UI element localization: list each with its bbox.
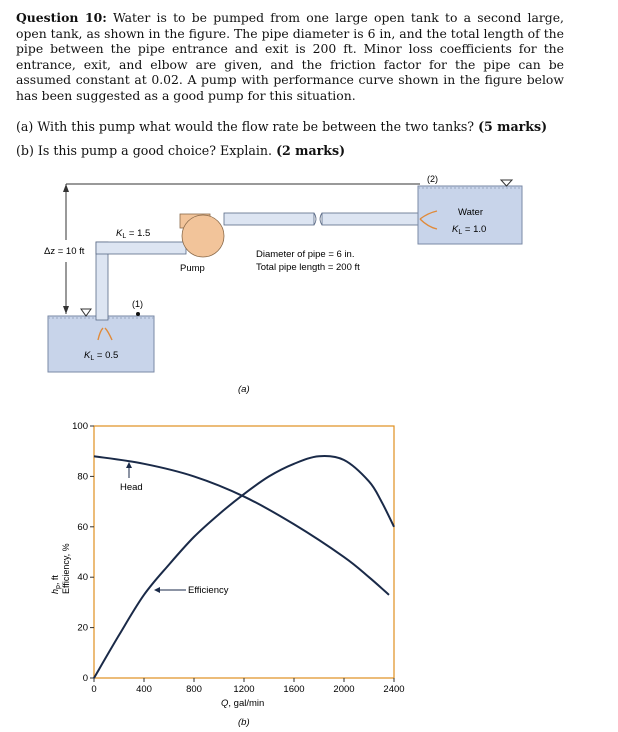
point-1-dot [136, 312, 140, 316]
dz-label: Δz = 10 ft [44, 246, 85, 257]
pump [182, 215, 224, 257]
entrance-kl-label: $K_L = 0.5$ [84, 350, 119, 362]
x-tick-label: 400 [136, 684, 152, 695]
question-text [16, 10, 564, 104]
x-tick-label: 0 [91, 684, 97, 695]
elbow-pipe [96, 242, 186, 254]
head-curve [94, 456, 389, 595]
part-a-marks: (5 marks) [478, 119, 548, 134]
x-tick-label: 1200 [233, 684, 255, 695]
dz-arrow-down [63, 306, 69, 314]
part-a-text: (a) With this pump what would the flow rate be between the two tanks? [16, 119, 475, 134]
part-b-marks: (2 marks) [276, 143, 346, 158]
x-tick-label: 800 [186, 684, 202, 695]
y-label-efficiency: Efficiency, % [61, 543, 71, 594]
efficiency-annotation: Efficiency [188, 585, 229, 596]
x-axis-label: Q, gal/min [221, 698, 265, 709]
pipe-break-symbol [314, 213, 322, 225]
point-1-label: (1) [132, 299, 143, 309]
y-tick-label: 0 [82, 673, 88, 684]
lower-tank [48, 316, 154, 372]
part-a [16, 119, 547, 134]
figure-a-caption: (a) [238, 384, 250, 395]
question-body: Water is to be pumped from one large open tank to a second large, open tank, as shown in the figure. The pipe diameter is 6 in, and the total length of the pipe between the pipe entrance and exit is 200 ft. Minor loss coefficients for the entrance, exit, and elbow are given, and the friction factor for the pipe can be assumed constant at 0.02. A pump with performance curve shown in the figure below has been suggested as a good pump for this situation. [16, 10, 564, 103]
y-tick-label: 20 [77, 622, 88, 634]
y-label-head: $h_p$, ft [50, 575, 62, 594]
x-tick-label: 2400 [383, 684, 405, 695]
discharge-pipe-1 [224, 213, 314, 225]
upper-surface-marker [501, 180, 512, 186]
head-annotation: Head [120, 482, 143, 493]
pipe-length-note: Total pipe length = 200 ft [256, 262, 360, 273]
dz-arrow-up [63, 184, 69, 192]
figure-b-caption: (b) [238, 717, 250, 728]
part-b [16, 143, 345, 158]
x-tick-label: 1600 [283, 684, 305, 695]
water-surface-marker [81, 309, 91, 316]
exit-kl-label: $K_L = 1.0$ [452, 224, 487, 236]
y-tick-label: 80 [77, 471, 88, 483]
x-tick-label: 2000 [333, 684, 355, 695]
question-number: Question 10: [16, 10, 107, 25]
y-tick-label: 100 [72, 421, 88, 432]
system-figure [0, 168, 618, 398]
point-2-label: (2) [427, 174, 438, 184]
part-b-text: (b) Is this pump a good choice? Explain. [16, 143, 273, 158]
pipe-diameter-note: Diameter of pipe = 6 in. [256, 249, 355, 260]
elbow-kl-label: $K_L = 1.5$ [116, 228, 151, 240]
y-tick-label: 60 [77, 521, 88, 533]
discharge-pipe-2 [322, 213, 418, 225]
pump-label: Pump [180, 263, 205, 274]
y-tick-label: 40 [77, 572, 88, 584]
water-label: Water [458, 207, 483, 218]
pump-performance-chart [0, 400, 618, 732]
